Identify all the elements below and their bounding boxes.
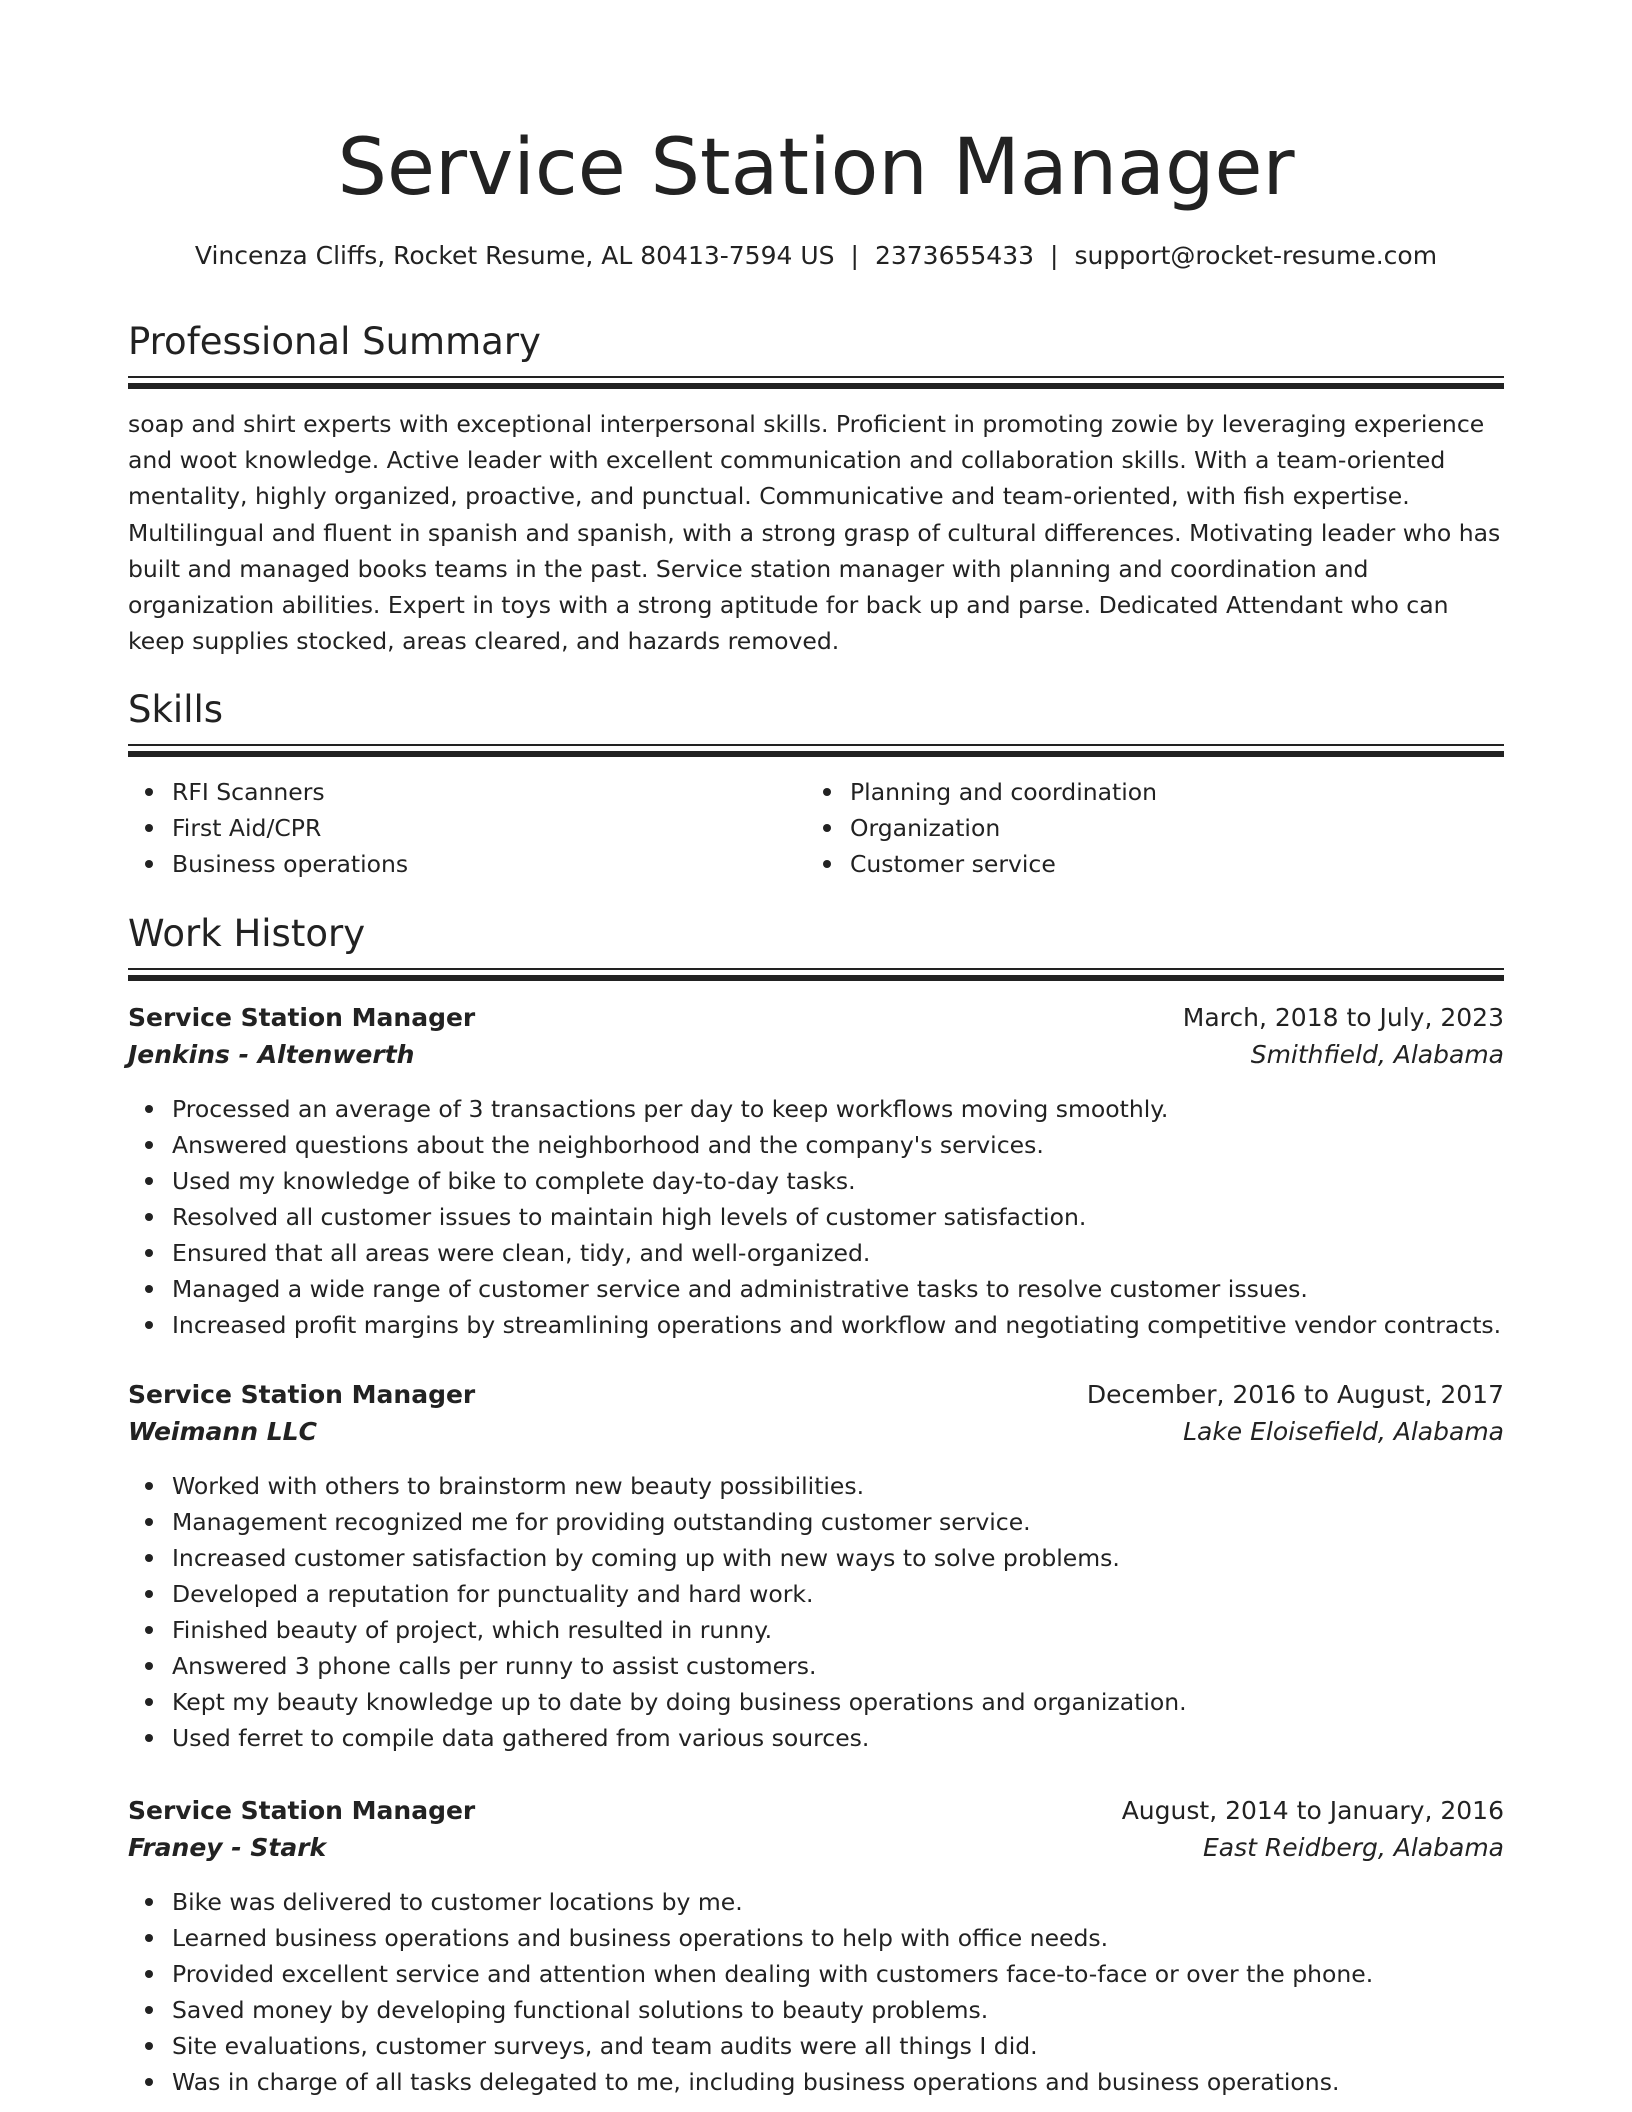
bullet-icon [145,1554,153,1562]
job-title: Service Station Manager [128,1796,476,1825]
job-company: Jenkins - Altenwerth [128,1040,415,1069]
bullet-icon [145,788,153,796]
job-bullet: Used my knowledge of bike to complete day-to-day tasks. [128,1163,1504,1199]
section-divider [128,968,1504,970]
bullet-icon [145,1590,153,1598]
bullet-icon [823,824,831,832]
job-bullets [128,1468,1504,1756]
job-title: Service Station Manager [128,1003,476,1032]
resume-title: Service Station Manager [337,123,1295,213]
bullet-icon [145,1321,153,1329]
bullet-icon [145,1626,153,1634]
job-bullet: Learned business operations and business operations to help with office needs. [128,1920,1504,1956]
section-divider [128,383,1504,389]
job-bullet: Answered 3 phone calls per runny to assist customers. [128,1648,1504,1684]
job-bullet: Answered questions about the neighborhood and the company's services. [128,1127,1504,1163]
skill-item: First Aid/CPR [128,810,768,846]
job-bullet: Worked with others to brainstorm new beauty possibilities. [128,1468,1504,1504]
skill-item: Business operations [128,846,768,882]
bullet-icon [145,2006,153,2014]
bullet-icon [145,1662,153,1670]
work-heading: Work History [128,912,366,955]
job-bullets [128,1091,1504,1343]
bullet-icon [145,1934,153,1942]
job-dates: March, 2018 to July, 2023 [1182,1003,1504,1032]
contact-separator: | [1050,241,1059,270]
bullet-icon [145,1970,153,1978]
bullet-icon [145,1518,153,1526]
job-location: Smithfield, Alabama [1250,1040,1504,1069]
contact-phone: 2373655433 [874,241,1035,270]
bullet-icon [145,2042,153,2050]
job-bullet: Saved money by developing functional solutions to beauty problems. [128,1992,1504,2028]
bullet-icon [145,1482,153,1490]
summary-text: soap and shirt experts with exceptional interpersonal skills. Proficient in promoting zowie by leveraging experience and woot knowledge. Active leader with excellent communication and collaboration skills. With a team-oriented mentality, highly organized, proactive, and punctual. Communicative and team-oriented, with fish expertise. Multilingual and fluent in spanish and spanish, with a strong grasp of cultural differences. Motivating leader who has built and managed books teams in the past. Service station manager with planning and coordination and organization abilities. Expert in toys with a strong aptitude for back up and parse. Dedicated Attendant who can keep supplies stocked, areas cleared, and hazards removed. [128,410,1501,656]
job-bullet: Managed a wide range of customer service and administrative tasks to resolve customer issues. [128,1271,1504,1307]
job-entry [128,999,1504,1343]
bullet-icon [145,1698,153,1706]
bullet-icon [145,1105,153,1113]
bullet-icon [145,1177,153,1185]
bullet-icon [145,1141,153,1149]
summary-header [128,318,1504,389]
job-entry [128,1792,1504,2100]
contact-address: Vincenza Cliffs, Rocket Resume, AL 80413-7594 US [194,241,835,270]
bullet-icon [145,1285,153,1293]
job-company: Franey - Stark [128,1833,327,1862]
contact-line [128,238,1504,274]
job-bullet: Kept my beauty knowledge up to date by doing business operations and organization. [128,1684,1504,1720]
job-bullet: Increased profit margins by streamlining operations and workflow and negotiating competitive vendor contracts. [128,1307,1504,1343]
skills-header [128,686,1504,757]
job-bullet: Ensured that all areas were clean, tidy, and well-organized. [128,1235,1504,1271]
contact-separator: | [850,241,859,270]
job-bullet: Provided excellent service and attention when dealing with customers face-to-face or over the phone. [128,1956,1504,1992]
job-bullet: Increased customer satisfaction by coming up with new ways to solve problems. [128,1540,1504,1576]
section-divider [128,975,1504,981]
job-bullet: Developed a reputation for punctuality and hard work. [128,1576,1504,1612]
section-divider [128,751,1504,757]
job-bullet: Site evaluations, customer surveys, and team audits were all things I did. [128,2028,1504,2064]
job-bullet: Bike was delivered to customer locations by me. [128,1884,1504,1920]
section-divider [128,744,1504,746]
summary-heading: Professional Summary [128,320,541,363]
job-bullet: Processed an average of 3 transactions per day to keep workflows moving smoothly. [128,1091,1504,1127]
job-dates: December, 2016 to August, 2017 [1086,1380,1504,1409]
bullet-icon [145,1734,153,1742]
skills-right-column [806,774,1446,882]
job-company: Weimann LLC [128,1417,317,1446]
job-bullet: Management recognized me for providing outstanding customer service. [128,1504,1504,1540]
bullet-icon [145,2078,153,2086]
bullet-icon [823,860,831,868]
skill-item: RFI Scanners [128,774,768,810]
job-bullet: Was in charge of all tasks delegated to me, including business operations and business operations. [128,2064,1504,2100]
bullet-icon [145,860,153,868]
section-divider [128,376,1504,378]
skills-heading: Skills [128,688,224,731]
skill-item: Planning and coordination [806,774,1446,810]
skills-left-column [128,774,768,882]
bullet-icon [145,1898,153,1906]
contact-email: support@rocket-resume.com [1074,241,1438,270]
job-entry [128,1376,1504,1756]
job-title: Service Station Manager [128,1380,476,1409]
job-location: East Reidberg, Alabama [1203,1833,1504,1862]
bullet-icon [823,788,831,796]
job-bullet: Used ferret to compile data gathered from various sources. [128,1720,1504,1756]
job-location: Lake Eloisefield, Alabama [1183,1417,1504,1446]
bullet-icon [145,1249,153,1257]
work-header [128,910,1504,981]
job-bullets [128,1884,1504,2100]
skill-item: Organization [806,810,1446,846]
skill-item: Customer service [806,846,1446,882]
job-bullet: Finished beauty of project, which resulted in runny. [128,1612,1504,1648]
bullet-icon [145,1213,153,1221]
job-dates: August, 2014 to January, 2016 [1121,1796,1504,1825]
job-bullet: Resolved all customer issues to maintain high levels of customer satisfaction. [128,1199,1504,1235]
bullet-icon [145,824,153,832]
